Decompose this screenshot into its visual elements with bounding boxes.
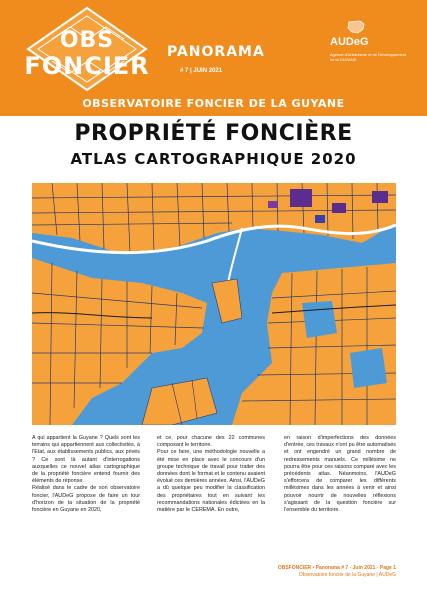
agency-logo-text: AUDeG — [330, 36, 369, 48]
agency-tagline: Agence d'Urbanisme et de Développement de la GUYANE — [330, 52, 407, 62]
logo-text-obs: OBS — [59, 28, 115, 53]
paragraph: A qui appartient la Guyane ? Quels sont les terrains qui appartiennent aux collectivités, à l'Etat, aux établissements publics, aux privés ? Ce sont là autant d'interrogations auxquelles ce nouvel atlas cartographique de la propriété foncière entend fournir des éléments de réponse. — [32, 435, 140, 485]
paragraph: Pour ce faire, une méthodologie nouvelle a été mise en place avec le concours d'un groupe technique de travail pour traiter des données dont le format et le contenu avaient évolué ces dernières années. Ainsi, l'AUDeG a dû quelque peu modifier la classification des propriétaires tout en suivant les recommandations nationales édictées en la matière par le CEREMA. En outre, — [157, 449, 265, 514]
page-subtitle: ATLAS CARTOGRAPHIQUE 2020 — [70, 150, 357, 168]
cadastral-map — [32, 183, 396, 425]
observatory-title: OBSERVATOIRE FONCIER DE LA GUYANE — [82, 97, 345, 110]
page-title: PROPRIÉTÉ FONCIÈRE — [74, 121, 353, 146]
footer-source-line: Observatoire foncier de la Guyane | AUDeG — [298, 572, 396, 578]
body-column-3 — [284, 435, 396, 514]
series-title: PANORAMA — [167, 44, 265, 60]
cadastral-map-graphic — [32, 183, 396, 425]
paragraph: Réalisé dans le cadre de son observatoire foncier, l'AUDeG propose de faire un tour d'horizon de la situation de la propriété foncière en Guyane en 2020, — [32, 485, 140, 514]
body-column-2 — [157, 435, 265, 514]
guyane-map-icon — [346, 20, 366, 34]
paragraph: et ce, pour chacune des 22 communes composant le territoire. — [157, 435, 265, 449]
body-column-1 — [32, 435, 140, 514]
issue-number: # 7 | JUIN 2021 — [180, 68, 223, 74]
logo-text-foncier: FONCIER — [24, 52, 150, 80]
obs-foncier-logo — [22, 6, 152, 92]
footer-issue-line: OBSFONCIER • Panorama # 7 - Juin 2021 - Page 1 — [277, 565, 396, 571]
paragraph: en raison d'imperfections des données d'entrée, ces travaux n'ont pu être automatisés et ont engendré un grand nombre de redressements manuels. Ce millésime ne pourra être pour ces raisons comparé avec les précédents atlas. Néanmoins, l'AUDeG s'efforcera de comparer les différents millésimes dans les années à venir et ainsi pouvoir nourrir de nouvelles réflexions s'agissant de la question foncière sur l'ensemble du territoire. — [284, 435, 396, 514]
